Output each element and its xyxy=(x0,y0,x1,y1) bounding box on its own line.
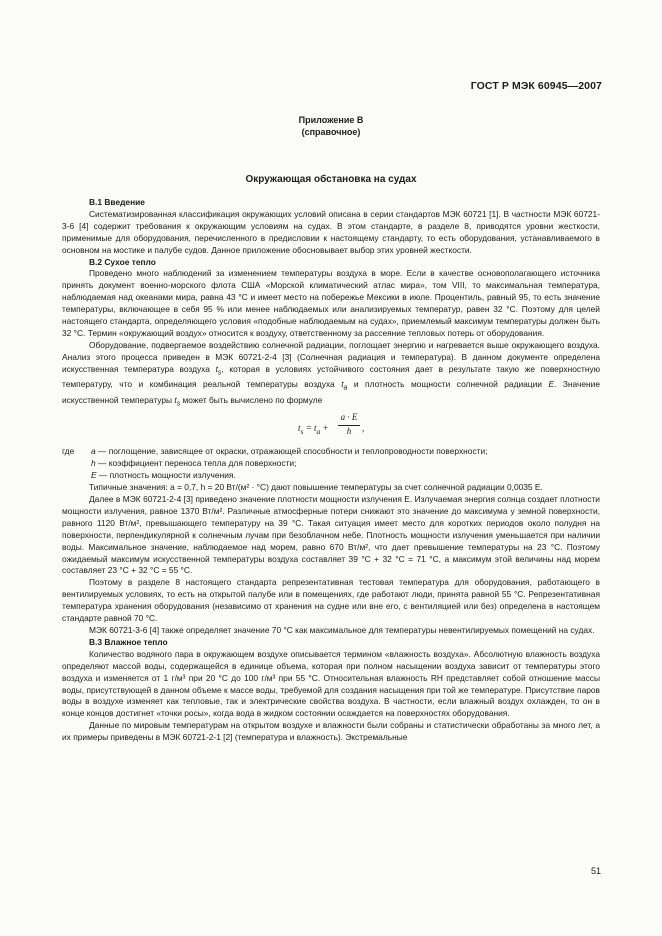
section-heading-b3: В.3 Влажное тепло xyxy=(89,636,168,647)
paragraph: МЭК 60721-3-6 [4] также определяет значение 70 °С как максимальное для температуры невентилируемых помещений на судах. xyxy=(89,625,595,636)
appendix-type: (справочное) xyxy=(301,127,361,137)
section-heading-b1: В.1 Введение xyxy=(89,197,145,207)
paragraph: Систематизированная классификация окружающих условий описана в серии стандартов МЭК 60721 [1]. В частности МЭК 60721-3-6 [4] содержит требования к окружающим условиям на судах. В этом стандарте, в разделе 8, приводятся уровни жесткости, применимые для оборудования, перечисленного в предисловии к настоящему стандарту, то есть оборудования, устанавливаемого в основном на мостике и палубе судов. Данное приложение обосновывает выбор этих уровней жесткости. xyxy=(62,208,600,255)
formula-fraction: $\frac{a \cdot E}{h}$ xyxy=(338,412,360,438)
artificial-temperature-formula: $t_s = t_a$ + $\frac{a \cdot E}{h}$ , xyxy=(298,412,365,437)
paragraph: Данные по мировым температурам на открытом воздухе и влажности были собраны и статистически обработаны за много лет, а их примеры приведены в МЭК 60721-2-1 [2] (температура и влажность). Экстремальные xyxy=(62,720,600,743)
paragraph: Типичные значения: a = 0,7, h = 20 Вт/(м² · °С) дают повышение температуры за счет солнечной радиации 0,0035 E. xyxy=(89,482,543,493)
paragraph: Поэтому в разделе 8 настоящего стандарта репрезентативная тестовая температура для оборудования, работающего в вентилируемых условиях, то есть на открытой палубе или в помещениях, где работают люди, принята равной 55 °С. Репрезентативная температура хранения оборудования (независимо от хранения на судне или вне его, с вентиляцией или без) определена в настоящем стандарте равной 70 °С. xyxy=(62,577,600,624)
section-heading-b2: В.2 Сухое тепло xyxy=(89,256,156,267)
appendix-label: Приложение В xyxy=(298,115,364,125)
formula-definitions xyxy=(62,446,600,482)
definition-h: h — коэффициент переноса тепла для поверхности; xyxy=(91,458,297,469)
appendix-title: Окружающая обстановка на судах xyxy=(245,174,417,185)
definition-e: E — плотность мощности излучения. xyxy=(91,470,236,481)
paragraph: Далее в МЭК 60721-2-4 [3] приведено значение плотности мощности излучения E. Излучаемая энергия солнца создает плотности мощности излучения, равное 1370 Вт/м². Различные атмосферные потери снижают это значение до максимума у земной поверхности, равного 1120 Вт/м², превышающего температуру на 39 °С. Такая ситуация имеет место для коротких периодов около полудня на поверхности, перпендикулярной к солнечным лучам при безоблачном небе. Плотность мощности излучения уменьшается при наличии воды. Максимальное значение, наблюдаемое над морем, равно 670 Вт/м², что дает превышение температуры на 23 °С. Поэтому ожидаемый максимум искусственной температуры воздуха составляет 39 °С + 32 °С = 71 °С, а максимум этой величины над морем составляет 23 °С + 32 °С = 55 °С. xyxy=(62,494,600,576)
document-id-header: ГОСТ Р МЭК 60945—2007 xyxy=(470,80,602,92)
paragraph: Количество водяного пара в окружающем воздухе описывается термином «влажность воздуха». Абсолютную влажность воздуха определяют массой воды, содержащейся в единице объема, которая при полном насыщении воздуха зависит от температуры этого воздуха и изменяется от 1 г/м³ при 20 °С до 100 г/м³ при 55 °С. Относительная влажность RH представляет собой отношение массы воды, присутствующей в данном объеме к массе воды, требуемой для создания насыщения при той же температуре. Присутствие паров воды в воздухе изменяет как тепловые, так и электрические свойства воздуха. В частности, если влажный воздух охлажден, то он в конце концов достигнет «точки росы», когда вода в жидком состоянии осаждается на поверхностях оборудования. xyxy=(62,648,600,719)
where-label: где xyxy=(62,446,75,457)
definition-a: a — поглощение, зависящее от окраски, отражающей способности и теплопроводности поверхности; xyxy=(91,446,488,457)
page-number: 51 xyxy=(590,866,601,876)
paragraph: Оборудование, подвергаемое воздействию солнечной радиации, поглощает энергию и нагревается выше окружающего воздуха. Анализ этого процесса приведен в МЭК 60721-2-4 [3] (Солнечная радиация и температура). В данном документе определена искусственная температура воздуха $t_s$, которая в условиях устойчивого состояния дает в результате такую же поверхностную температуру, что и комбинация реальной температуры воздуха $t_a$ и плотность мощности солнечной радиации E. Значение искусственной температуры $t_s$ может быть вычислено по формуле xyxy=(62,339,600,408)
document-body xyxy=(62,197,600,744)
paragraph: Проведено много наблюдений за изменением температуры воздуха в море. Если в качестве основополагающего источника принять документ военно-морского флота США «Морской климатический атлас мира», том VIII, то максимальная температура, наблюдаемая над океанами мира, равна 43 °С и имеет место на побережье Мексики в июле. Процентиль, равный 95, то есть значение температуры, включающее в себя 95 % или менее наблюдаемых или анализируемых температур, равен 32 °С. Поэтому для целей настоящего стандарта, определяющего условия «подобные наблюдаемым на судах», приемлемый максимум температуры должен быть 32 °С. Термин «окружающий воздух» относится к воздуху, ответственному за рассеяние тепловых потерь от оборудования. xyxy=(62,268,600,338)
